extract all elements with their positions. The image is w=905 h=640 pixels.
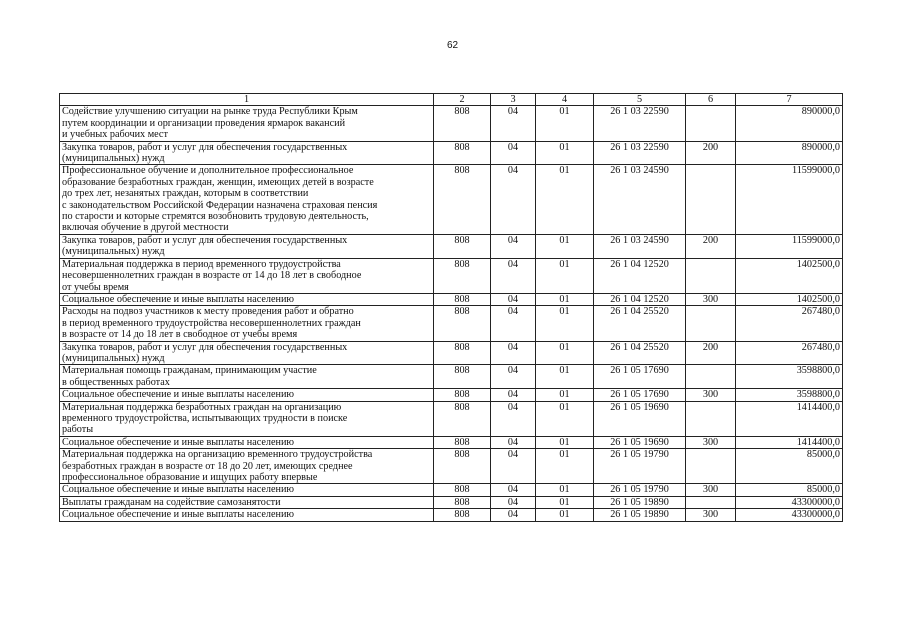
cell-target-article: 26 1 05 19790 <box>594 449 686 484</box>
cell-subsection: 01 <box>536 341 594 365</box>
header-row <box>60 94 843 106</box>
cell-subsection: 01 <box>536 141 594 165</box>
cell-amount: 3598800,0 <box>736 365 843 389</box>
col-header-4: 4 <box>536 94 594 106</box>
cell-expense-type: 200 <box>686 341 736 365</box>
cell-ministry-code: 808 <box>434 389 491 401</box>
table-row <box>60 141 843 165</box>
table-row <box>60 306 843 341</box>
cell-amount: 85000,0 <box>736 449 843 484</box>
cell-expense-type <box>686 496 736 508</box>
table-row <box>60 401 843 436</box>
row-description: Социальное обеспечение и иные выплаты населению <box>60 436 434 448</box>
cell-ministry-code: 808 <box>434 365 491 389</box>
cell-expense-type <box>686 449 736 484</box>
col-header-2: 2 <box>434 94 491 106</box>
row-description: Социальное обеспечение и иные выплаты населению <box>60 484 434 496</box>
cell-section: 04 <box>491 341 536 365</box>
cell-ministry-code: 808 <box>434 141 491 165</box>
table-row <box>60 234 843 258</box>
table-row <box>60 496 843 508</box>
row-description: Социальное обеспечение и иные выплаты населению <box>60 509 434 521</box>
table-row <box>60 436 843 448</box>
cell-amount: 3598800,0 <box>736 389 843 401</box>
cell-amount: 43300000,0 <box>736 509 843 521</box>
cell-subsection: 01 <box>536 165 594 234</box>
cell-ministry-code: 808 <box>434 449 491 484</box>
cell-section: 04 <box>491 306 536 341</box>
table-row <box>60 509 843 521</box>
cell-target-article: 26 1 04 25520 <box>594 306 686 341</box>
cell-section: 04 <box>491 436 536 448</box>
table-row <box>60 341 843 365</box>
cell-expense-type <box>686 106 736 141</box>
cell-section: 04 <box>491 365 536 389</box>
table-row <box>60 484 843 496</box>
cell-subsection: 01 <box>536 496 594 508</box>
cell-expense-type <box>686 165 736 234</box>
row-description: Расходы на подвоз участников к месту проведения работ и обратно в период временного трудоустройства несовершеннолетних граждан в возрасте от 14 до 18 лет в свободное от учебы время <box>60 306 434 341</box>
cell-ministry-code: 808 <box>434 509 491 521</box>
cell-section: 04 <box>491 165 536 234</box>
cell-target-article: 26 1 05 19690 <box>594 436 686 448</box>
cell-expense-type <box>686 401 736 436</box>
cell-ministry-code: 808 <box>434 306 491 341</box>
cell-subsection: 01 <box>536 484 594 496</box>
cell-target-article: 26 1 05 19690 <box>594 401 686 436</box>
cell-section: 04 <box>491 496 536 508</box>
cell-target-article: 26 1 03 24590 <box>594 165 686 234</box>
row-description: Материальная помощь гражданам, принимающим участие в общественных работах <box>60 365 434 389</box>
cell-section: 04 <box>491 389 536 401</box>
cell-amount: 1402500,0 <box>736 293 843 305</box>
col-header-3: 3 <box>491 94 536 106</box>
row-description: Материальная поддержка в период временного трудоустройства несовершеннолетних граждан в возрасте от 14 до 18 лет в свободное от учебы время <box>60 258 434 293</box>
cell-target-article: 26 1 05 19790 <box>594 484 686 496</box>
cell-ministry-code: 808 <box>434 106 491 141</box>
cell-ministry-code: 808 <box>434 258 491 293</box>
cell-amount: 890000,0 <box>736 141 843 165</box>
cell-expense-type: 300 <box>686 436 736 448</box>
table-row <box>60 389 843 401</box>
row-description: Выплаты гражданам на содействие самозанятости <box>60 496 434 508</box>
col-header-7: 7 <box>736 94 843 106</box>
cell-ministry-code: 808 <box>434 234 491 258</box>
cell-section: 04 <box>491 484 536 496</box>
cell-amount: 43300000,0 <box>736 496 843 508</box>
table-row <box>60 365 843 389</box>
cell-ministry-code: 808 <box>434 436 491 448</box>
cell-subsection: 01 <box>536 293 594 305</box>
cell-target-article: 26 1 04 12520 <box>594 258 686 293</box>
table-row <box>60 106 843 141</box>
cell-ministry-code: 808 <box>434 401 491 436</box>
row-description: Профессиональное обучение и дополнительное профессиональное образование безработных граждан, женщин, имеющих детей в возрасте до трех лет, незанятых граждан, которым в соответствии с законодательством Российской Федерации назначена страховая пенсия по старости и которые стремятся возобновить трудовую деятельность, включая обучение в другой местности <box>60 165 434 234</box>
page-number: 62 <box>446 40 459 51</box>
cell-section: 04 <box>491 234 536 258</box>
row-description: Закупка товаров, работ и услуг для обеспечения государственных (муниципальных) нужд <box>60 141 434 165</box>
cell-expense-type <box>686 365 736 389</box>
cell-expense-type: 200 <box>686 234 736 258</box>
col-header-1: 1 <box>60 94 434 106</box>
row-description: Закупка товаров, работ и услуг для обеспечения государственных (муниципальных) нужд <box>60 234 434 258</box>
cell-target-article: 26 1 04 25520 <box>594 341 686 365</box>
cell-target-article: 26 1 03 24590 <box>594 234 686 258</box>
cell-expense-type: 300 <box>686 293 736 305</box>
cell-section: 04 <box>491 258 536 293</box>
cell-subsection: 01 <box>536 258 594 293</box>
row-description: Материальная поддержка безработных граждан на организацию временного трудоустройства, испытывающих трудности в поиске работы <box>60 401 434 436</box>
cell-expense-type <box>686 258 736 293</box>
cell-amount: 267480,0 <box>736 341 843 365</box>
cell-subsection: 01 <box>536 401 594 436</box>
cell-expense-type: 200 <box>686 141 736 165</box>
cell-amount: 1414400,0 <box>736 436 843 448</box>
cell-section: 04 <box>491 293 536 305</box>
table-row <box>60 165 843 234</box>
cell-subsection: 01 <box>536 365 594 389</box>
cell-ministry-code: 808 <box>434 341 491 365</box>
cell-subsection: 01 <box>536 234 594 258</box>
cell-subsection: 01 <box>536 106 594 141</box>
cell-amount: 267480,0 <box>736 306 843 341</box>
row-description: Закупка товаров, работ и услуг для обеспечения государственных (муниципальных) нужд <box>60 341 434 365</box>
cell-target-article: 26 1 05 19890 <box>594 509 686 521</box>
col-header-6: 6 <box>686 94 736 106</box>
cell-subsection: 01 <box>536 509 594 521</box>
cell-section: 04 <box>491 449 536 484</box>
cell-amount: 1414400,0 <box>736 401 843 436</box>
cell-target-article: 26 1 04 12520 <box>594 293 686 305</box>
cell-amount: 11599000,0 <box>736 234 843 258</box>
cell-amount: 85000,0 <box>736 484 843 496</box>
cell-subsection: 01 <box>536 389 594 401</box>
cell-section: 04 <box>491 401 536 436</box>
cell-ministry-code: 808 <box>434 496 491 508</box>
table-body <box>60 106 843 521</box>
cell-target-article: 26 1 05 17690 <box>594 365 686 389</box>
budget-table <box>59 93 843 522</box>
cell-amount: 11599000,0 <box>736 165 843 234</box>
col-header-5: 5 <box>594 94 686 106</box>
cell-ministry-code: 808 <box>434 293 491 305</box>
cell-amount: 890000,0 <box>736 106 843 141</box>
table-row <box>60 258 843 293</box>
row-description: Материальная поддержка на организацию временного трудоустройства безработных граждан в возрасте от 18 до 20 лет, имеющих среднее профессиональное образование и ищущих работу впервые <box>60 449 434 484</box>
cell-expense-type <box>686 306 736 341</box>
cell-subsection: 01 <box>536 449 594 484</box>
table-row <box>60 449 843 484</box>
cell-target-article: 26 1 03 22590 <box>594 141 686 165</box>
cell-ministry-code: 808 <box>434 165 491 234</box>
cell-expense-type: 300 <box>686 389 736 401</box>
cell-amount: 1402500,0 <box>736 258 843 293</box>
cell-expense-type: 300 <box>686 509 736 521</box>
cell-section: 04 <box>491 509 536 521</box>
row-description: Содействие улучшению ситуации на рынке труда Республики Крым путем координации и организации проведения ярмарок вакансий и учебных рабочих мест <box>60 106 434 141</box>
cell-target-article: 26 1 05 19890 <box>594 496 686 508</box>
cell-target-article: 26 1 05 17690 <box>594 389 686 401</box>
row-description: Социальное обеспечение и иные выплаты населению <box>60 389 434 401</box>
cell-subsection: 01 <box>536 436 594 448</box>
cell-subsection: 01 <box>536 306 594 341</box>
cell-target-article: 26 1 03 22590 <box>594 106 686 141</box>
table-row <box>60 293 843 305</box>
cell-section: 04 <box>491 141 536 165</box>
cell-expense-type: 300 <box>686 484 736 496</box>
row-description: Социальное обеспечение и иные выплаты населению <box>60 293 434 305</box>
cell-ministry-code: 808 <box>434 484 491 496</box>
cell-section: 04 <box>491 106 536 141</box>
